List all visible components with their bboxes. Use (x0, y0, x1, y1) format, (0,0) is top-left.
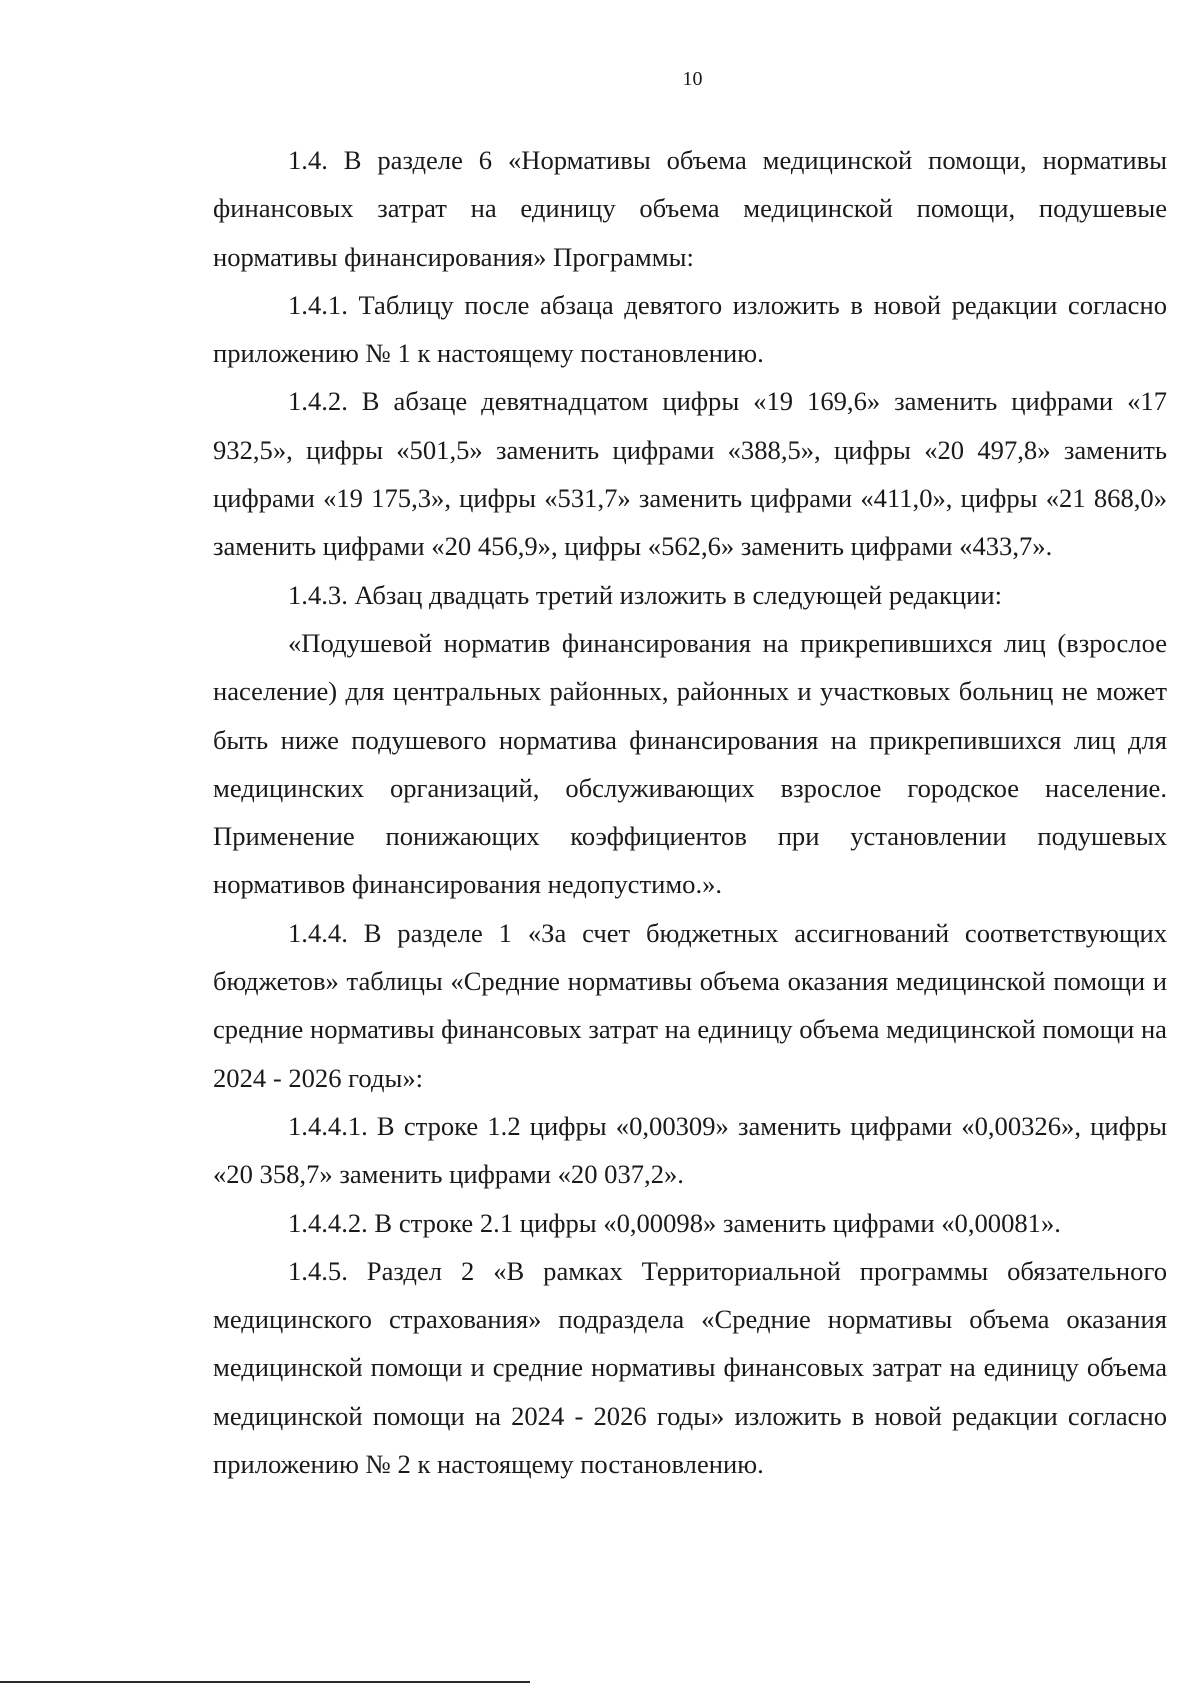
footer-divider (0, 1681, 530, 1683)
paragraph-1-4-1: 1.4.1. Таблицу после абзаца девятого изложить в новой редакции согласно приложению № 1 к настоящему постановлению. (213, 289, 1167, 369)
paragraph-1-4: 1.4. В разделе 6 «Нормативы объема медицинской помощи, нормативы финансовых затрат на единицу объема медицинской помощи, подушевые нормативы финансирования» Программы: (213, 145, 1167, 272)
document-body (213, 136, 1167, 1488)
paragraph-1-4-3: 1.4.3. Абзац двадцать третий изложить в следующей редакции: (288, 579, 1002, 610)
paragraph-quote: «Подушевой норматив финансирования на прикрепившихся лиц (взрослое население) для центральных районных, районных и участковых больниц не может быть ниже подушевого норматива финансирования на прикрепившихся лиц для медицинских организаций, обслуживающих взрослое городское население. Применение понижающих коэффициентов при установлении подушевых нормативов финансирования недопустимо.». (213, 627, 1167, 900)
paragraph-1-4-2: 1.4.2. В абзаце девятнадцатом цифры «19 169,6» заменить цифрами «17 932,5», цифры «501,5» заменить цифрами «388,5», цифры «20 497,8» заменить цифрами «19 175,3», цифры «531,7» заменить цифрами «411,0», цифры «21 868,0» заменить цифрами «20 456,9», цифры «562,6» заменить цифрами «433,7». (213, 386, 1167, 562)
page-number: 10 (682, 68, 703, 90)
paragraph-1-4-5: 1.4.5. Раздел 2 «В рамках Территориальной программы обязательного медицинского страхования» подраздела «Средние нормативы объема оказания медицинской помощи и средние нормативы финансовых затрат на единицу объема медицинской помощи на 2024 - 2026 годы» изложить в новой редакции согласно приложению № 2 к настоящему постановлению. (213, 1255, 1167, 1480)
paragraph-1-4-4-1: 1.4.4.1. В строке 1.2 цифры «0,00309» заменить цифрами «0,00326», цифры «20 358,7» заменить цифрами «20 037,2». (213, 1110, 1167, 1190)
paragraph-1-4-4-2: 1.4.4.2. В строке 2.1 цифры «0,00098» заменить цифрами «0,00081». (288, 1207, 1061, 1238)
paragraph-1-4-4: 1.4.4. В разделе 1 «За счет бюджетных ассигнований соответствующих бюджетов» таблицы «Средние нормативы объема оказания медицинской помощи и средние нормативы финансовых затрат на единицу объема медицинской помощи на 2024 - 2026 годы»: (213, 917, 1167, 1093)
